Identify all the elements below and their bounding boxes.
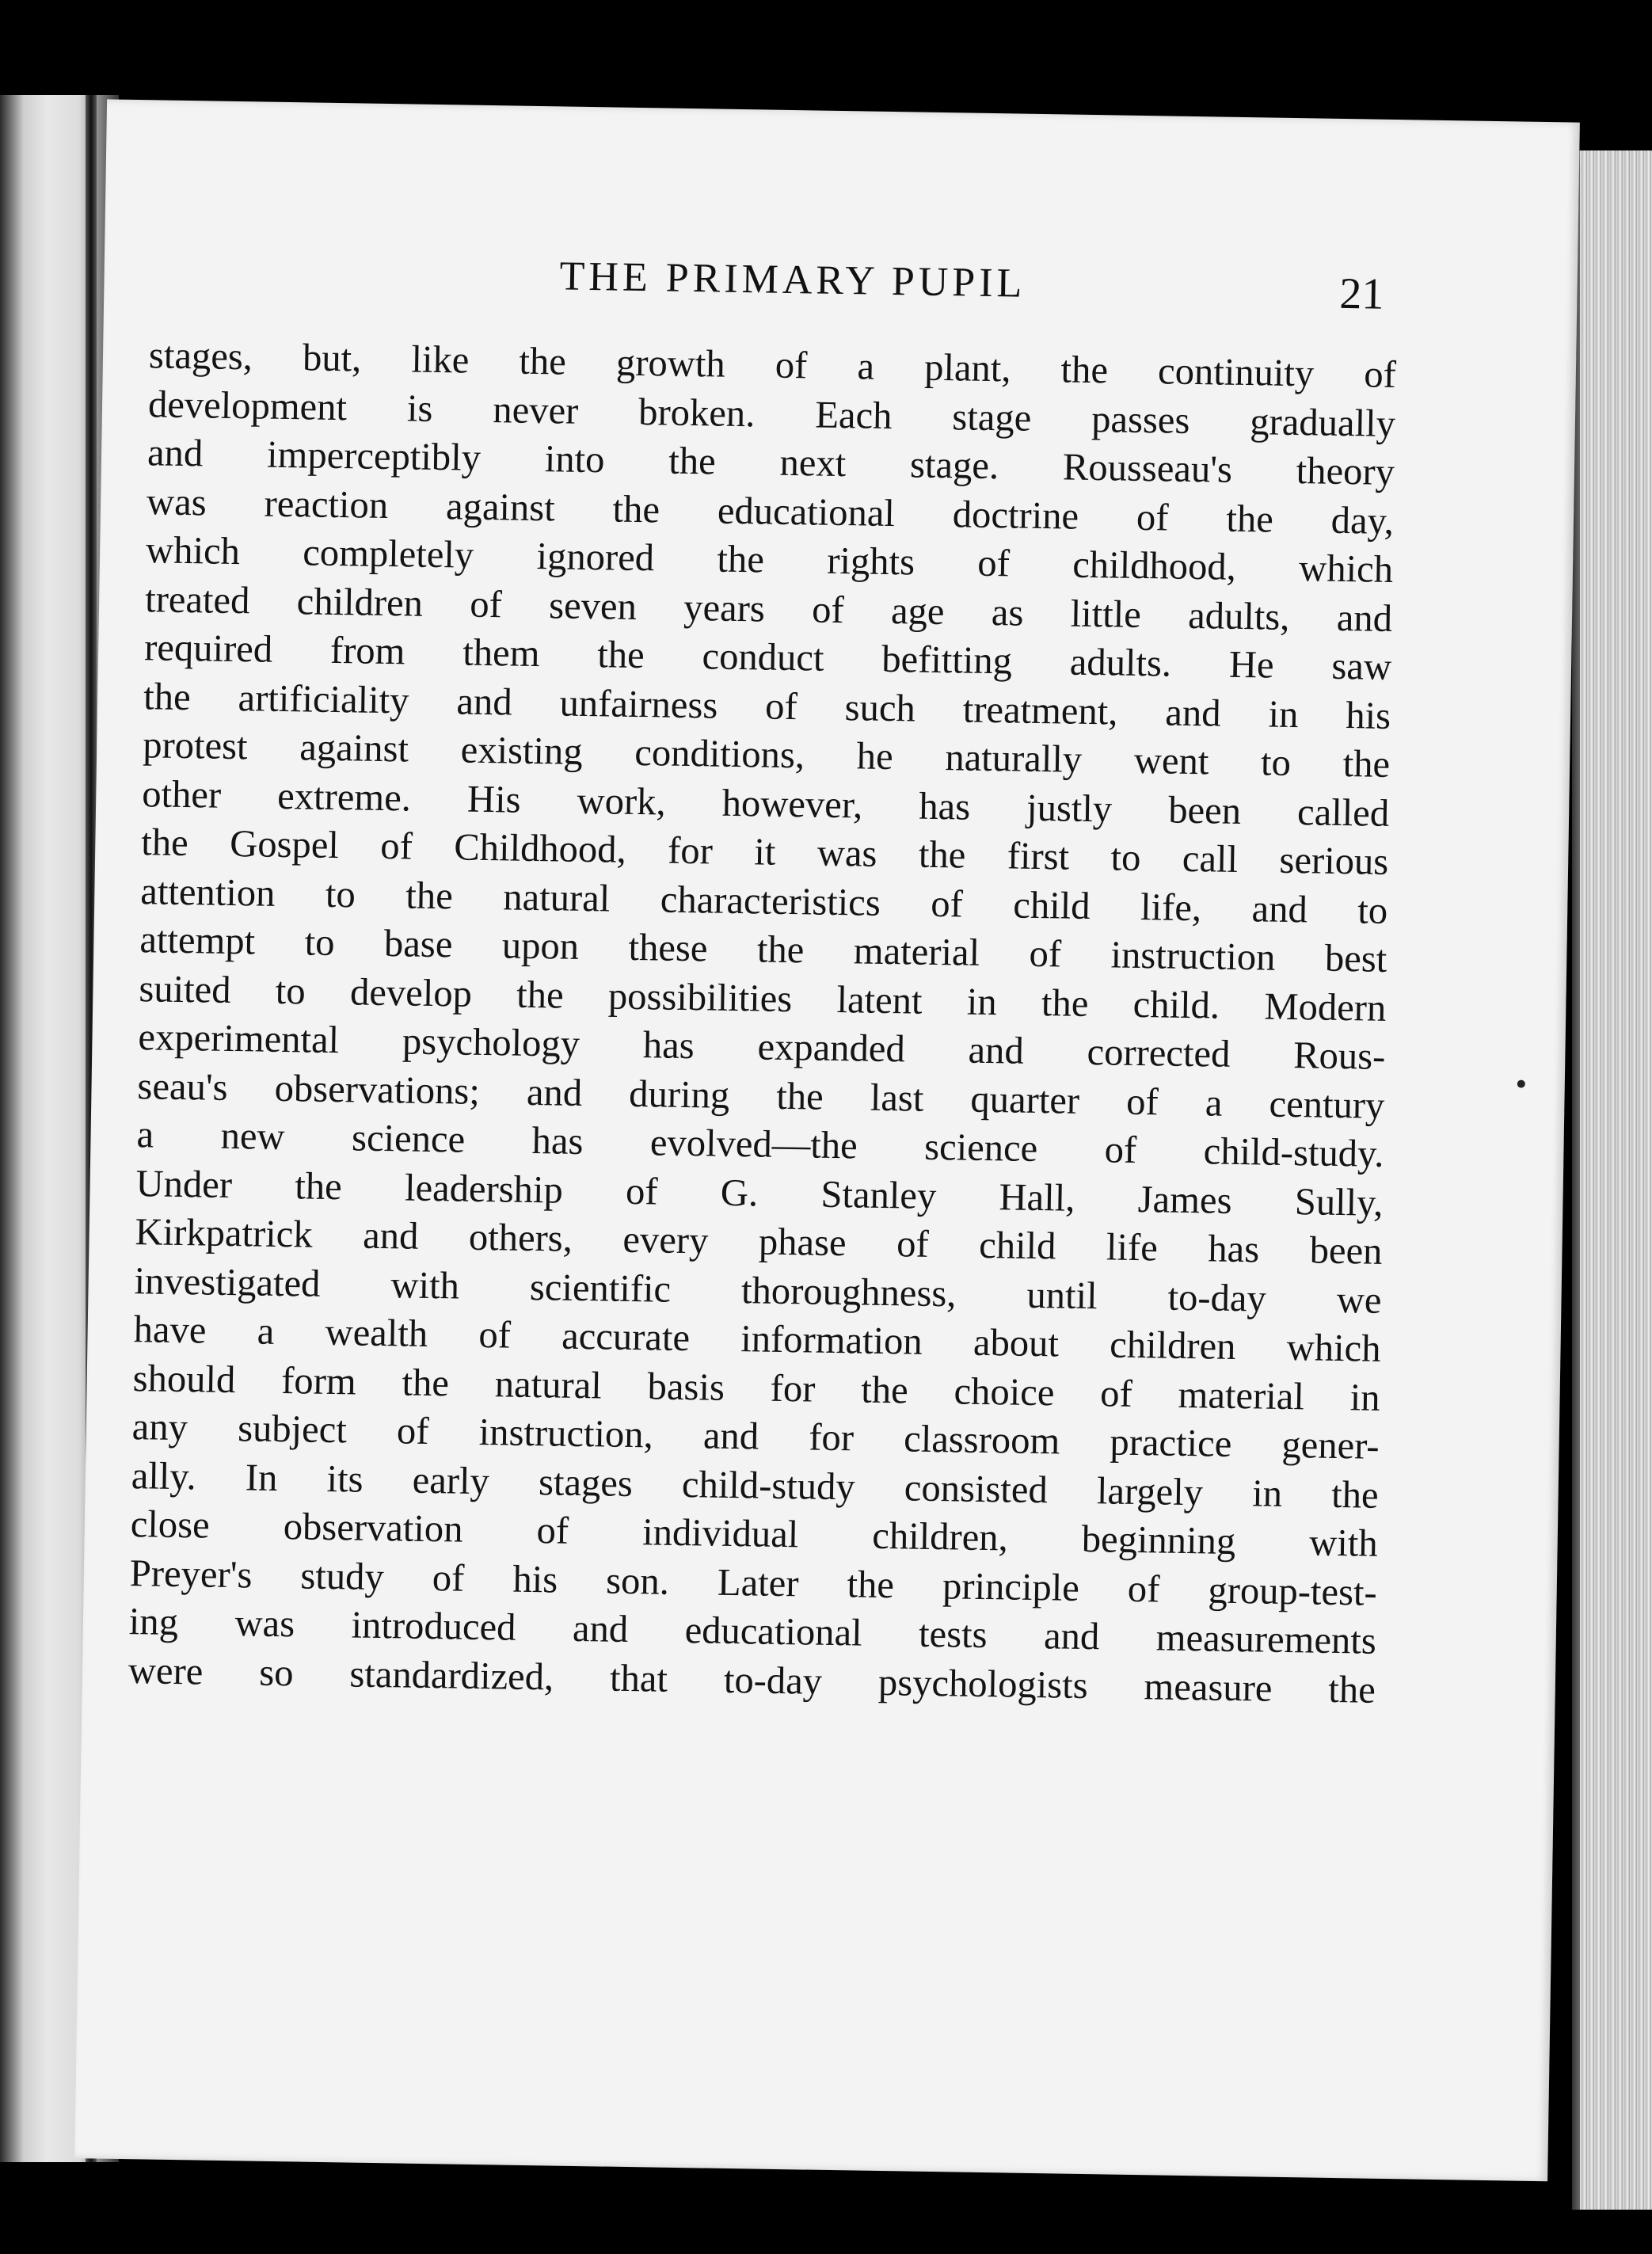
text-line: Kirkpatrick and others, every phase of child life has been bbox=[135, 1210, 1383, 1273]
text-line: any subject of instruction, and for classroom practice gener- bbox=[131, 1405, 1380, 1468]
text-line: the Gospel of Childhood, for it was the first to call serious bbox=[140, 821, 1389, 883]
text-line: required from them the conduct befitting adults. He saw bbox=[143, 626, 1392, 688]
text-line: have a wealth of accurate information about children which bbox=[133, 1308, 1381, 1370]
text-line: close observation of individual children, beginning with bbox=[130, 1502, 1379, 1565]
text-line: experimental psychology has expanded and corrected Rous- bbox=[138, 1015, 1386, 1078]
text-line: attention to the natural characteristics of child life, and to bbox=[139, 869, 1388, 932]
text-line: the artificiality and unfairness of such treatment, and in his bbox=[143, 674, 1391, 737]
body-paragraph bbox=[128, 331, 1396, 1715]
ink-speck bbox=[1517, 1080, 1525, 1088]
right-page-stack-edge bbox=[1580, 150, 1652, 2210]
text-line: which completely ignored the rights of childhood, which bbox=[145, 528, 1394, 591]
text-line: and imperceptibly into the next stage. Rousseau's theory bbox=[147, 431, 1395, 493]
text-line: treated children of seven years of age as little adults, and bbox=[144, 577, 1393, 640]
text-line: were so standardized, that to-day psychologists measure the bbox=[128, 1648, 1376, 1711]
text-line: attempt to base upon these the material of instruction best bbox=[139, 918, 1387, 980]
text-line: protest against existing conditions, he naturally went to the bbox=[142, 723, 1391, 786]
text-line: ally. In its early stages child-study consisted largely in the bbox=[131, 1453, 1380, 1517]
book-page bbox=[74, 99, 1580, 2181]
text-line: seau's observations; and during the last quarter of a century bbox=[137, 1064, 1385, 1127]
text-line: suited to develop the possibilities latent in the child. Modern bbox=[139, 966, 1387, 1030]
running-title: THE PRIMARY PUPIL bbox=[559, 253, 1026, 306]
text-line: was reaction against the educational doctrine of the day, bbox=[146, 479, 1395, 543]
text-line: Preyer's study of his son. Later the principle of group-test- bbox=[129, 1551, 1378, 1614]
page-number: 21 bbox=[1338, 268, 1384, 319]
text-line: a new science has evolved—the science of child-study. bbox=[136, 1113, 1384, 1175]
text-line: stages, but, like the growth of a plant, the continuity of bbox=[148, 333, 1397, 396]
text-line: development is never broken. Each stage passes gradually bbox=[147, 382, 1396, 445]
text-line: should form the natural basis for the choice of material in bbox=[132, 1356, 1380, 1419]
text-line: ing was introduced and educational tests and measurements bbox=[128, 1600, 1377, 1662]
text-line: other extreme. His work, however, has justly been called bbox=[141, 771, 1390, 835]
text-line: Under the leadership of G. Stanley Hall, James Sully, bbox=[135, 1161, 1384, 1224]
text-line: investigated with scientific thoroughness, until to-day we bbox=[134, 1258, 1382, 1322]
page-header bbox=[104, 246, 1578, 340]
